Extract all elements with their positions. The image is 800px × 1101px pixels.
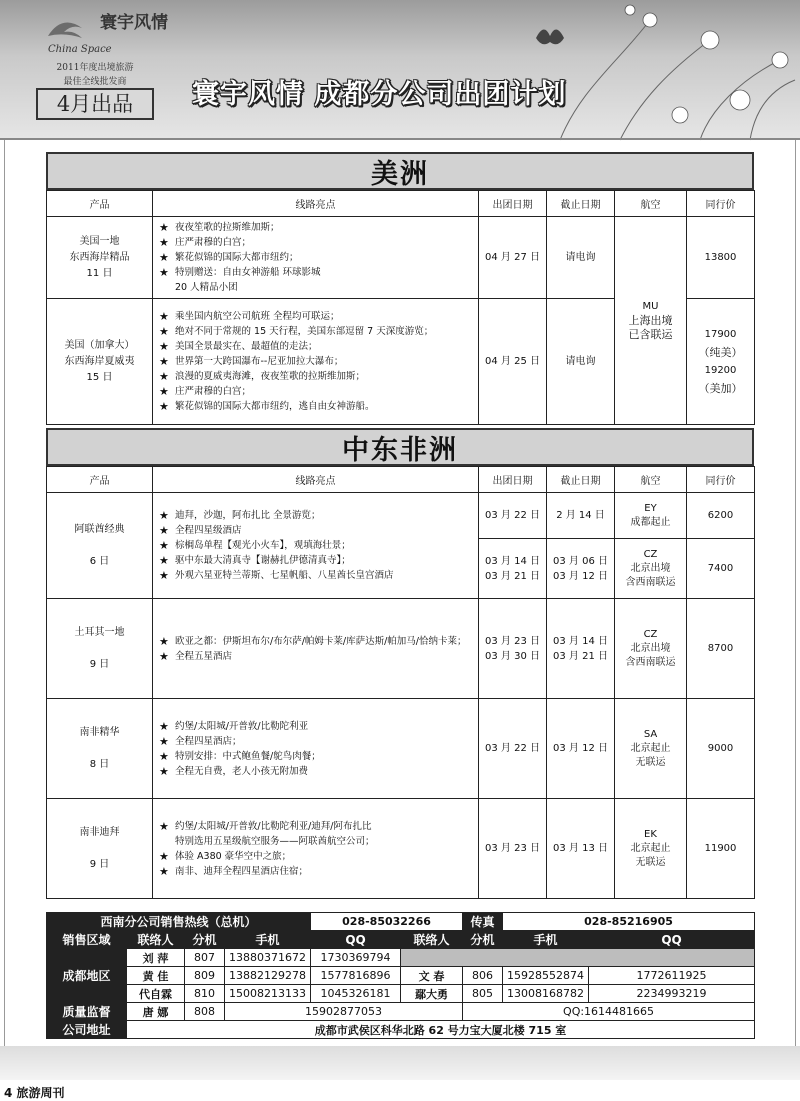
depart-date [479,539,547,599]
airline-code: EY [644,502,657,514]
price-cell: 6200 [687,493,755,539]
col-highlights: 线路亮点 [153,467,479,493]
table-row [47,217,755,299]
highlight-item: ★ 约堡/太阳城/开普敦/比勒陀利亚/迪拜/阿布扎比 [159,819,474,834]
highlight-item: ★ 庄严肃穆的白宫； [159,235,474,250]
deadline-date-1: 03 月 14 日 [553,635,608,647]
price-note: （美加） [698,381,743,395]
contact-mobile: 13880371672 [225,949,311,967]
product-days: 9 日 [89,658,110,670]
contact-ext: 809 [185,967,225,985]
highlight-item: ★ 乘坐国内航空公司航班 全程均可联运； [159,309,474,324]
contact-qq: 1045326181 [311,985,401,1003]
highlight-item: ★ 全程五星酒店 [159,649,474,664]
contact-mobile: 15008213133 [225,985,311,1003]
airline-cell [615,599,687,699]
table-header-row [47,467,755,493]
contact-name: 文 春 [401,967,463,985]
contact-name: 刘 萍 [127,949,185,967]
highlights-cell [153,493,479,599]
depart-date: 03 月 23 日 [479,799,547,899]
product-days: 15 日 [86,371,113,383]
product-name: 土耳其一地 [74,626,125,638]
highlight-item: ★ 驱中东最大清真寺【谢赫扎伊德清真寺】； [159,553,474,568]
highlight-item: ★ 迪拜，沙迦，阿布扎比 全景游览； [159,508,474,523]
airline-route: 北京出境 [630,562,671,574]
product-cell [47,699,153,799]
award-line-1: 2011年度出境旅游 [56,63,134,73]
col-ext: 分机 [185,931,225,949]
highlight-item: 特别选用五星级航空服务——阿联酋航空公司； [175,835,375,847]
highlights-cell [153,299,479,425]
region-label: 成都地区 [47,949,127,1003]
contact-name: 鄢大勇 [401,985,463,1003]
section-title-mideast: 中东非洲 [46,428,754,466]
col-deadline: 截止日期 [547,191,615,217]
product-cell [47,599,153,699]
highlight-item: ★ 美国全景最实在、最超值的走法； [159,339,474,354]
col-qq: QQ [311,931,401,949]
contact-qq: 2234993219 [589,985,755,1003]
airline-code: SA [643,728,658,740]
qc-mobile: 15902877053 [225,1003,463,1021]
col-mobile: 手机 [225,931,311,949]
qc-name: 唐 娜 [127,1003,185,1021]
highlight-item: ★ 世界第一大跨国瀑布--尼亚加拉大瀑布； [159,354,474,369]
table-row [47,799,755,899]
deadline-date: 请电询 [547,299,615,425]
contact-mobile: 13008168782 [503,985,589,1003]
depart-date: 03 月 22 日 [479,493,547,539]
address-row [47,1021,755,1039]
airline-note: 已含联运 [628,327,673,341]
col-contact: 联络人 [401,931,463,949]
airline-cell [615,699,687,799]
month-label: 4月出品 [36,88,154,120]
logo-english-text: China Space [48,44,112,55]
contact-ext: 810 [185,985,225,1003]
contact-table-block [46,912,754,1039]
section-title-americas: 美洲 [46,152,754,190]
table-row [47,493,755,539]
floral-decoration-icon [500,0,800,140]
col-price: 同行价 [687,467,755,493]
airline-cell [615,217,687,425]
airline-route: 成都起止 [630,516,671,528]
price-cell: 9000 [687,699,755,799]
contact-mobile: 13882129278 [225,967,311,985]
contact-qq: 1730369794 [311,949,401,967]
page-number: 4 旅游周刊 [4,1086,65,1100]
hotline-label: 西南分公司销售热线（总机） [47,913,311,931]
price-cell: 11900 [687,799,755,899]
depart-date: 04 月 27 日 [479,217,547,299]
col-mobile: 手机 [503,931,589,949]
depart-date-1: 03 月 14 日 [485,555,540,567]
deadline-date [547,539,615,599]
col-region: 销售区域 [47,931,127,949]
depart-date [479,599,547,699]
table-header-row [47,191,755,217]
contact-ext: 805 [463,985,503,1003]
highlight-item: ★ 外观六星亚特兰蒂斯、七星帆船、八星酋长皇宫酒店 [159,568,474,583]
col-qq: QQ [589,931,755,949]
highlight-item: ★ 浪漫的夏威夷海滩，夜夜笙歌的拉斯维加斯； [159,369,474,384]
col-product: 产品 [47,191,153,217]
deadline-date: 2 月 14 日 [547,493,615,539]
airline-route: 北京起止 [630,842,671,854]
quality-row [47,1003,755,1021]
depart-date-1: 03 月 23 日 [485,635,540,647]
highlight-item: ★ 南非、迪拜全程四星酒店住宿； [159,864,474,879]
price-value: 19200 [704,364,737,376]
page-footer-band [0,1046,800,1080]
product-subname: 东西海岸夏威夷 [64,355,135,367]
address-text: 成都市武侯区科华北路 62 号力宝大厦北楼 715 室 [127,1021,755,1039]
empty-cell [401,949,755,967]
airline-route: 北京出境 [630,642,671,654]
highlight-item: ★ 全程无自费，老人小孩无附加费 [159,764,474,779]
section-americas [46,152,754,425]
product-name: 美国（加拿大） [64,339,135,351]
airline-note: 含西南联运 [625,656,676,668]
contact-ext: 806 [463,967,503,985]
product-days: 8 日 [89,758,110,770]
airline-code: CZ [643,548,658,560]
product-name: 阿联酋经典 [74,523,125,535]
depart-date-2: 03 月 21 日 [485,570,540,582]
contact-table [46,912,755,1039]
airline-cell [615,799,687,899]
americas-table [46,190,755,425]
product-days: 11 日 [86,267,113,279]
airline-code: CZ [643,628,658,640]
price-value: 17900 [704,328,737,340]
contact-mobile: 15928552874 [503,967,589,985]
price-cell [687,299,755,425]
col-airline: 航空 [615,191,687,217]
highlight-item: ★ 特别赠送：自由女神游船 环球影城 [159,265,474,280]
contact-row [47,949,755,967]
highlight-item: ★ 夜夜笙歌的拉斯维加斯； [159,220,474,235]
highlight-item: ★ 全程四星酒店； [159,734,474,749]
airline-note: 无联运 [635,756,666,768]
product-name: 南非迪拜 [79,826,120,838]
deadline-date-2: 03 月 12 日 [553,570,608,582]
address-label: 公司地址 [47,1021,127,1039]
page-title: 寰宇风情 成都分公司出团计划 [192,79,567,110]
hotline-row [47,913,755,931]
highlight-item: ★ 欧亚之都：伊斯坦布尔/布尔萨/帕姆卡莱/库萨达斯/帕加马/恰纳卡莱； [159,634,474,649]
deadline-date-1: 03 月 06 日 [553,555,608,567]
contact-row [47,985,755,1003]
airline-route: 上海出境 [628,313,673,327]
fax-number: 028-85216905 [503,913,755,931]
col-depart: 出团日期 [479,191,547,217]
product-days: 6 日 [89,555,110,567]
highlights-cell [153,599,479,699]
product-cell [47,299,153,425]
section-mideast-africa [46,428,754,899]
contact-qq: 1577816896 [311,967,401,985]
hotline-number: 028-85032266 [311,913,463,931]
qc-label: 质量监督 [47,1003,127,1021]
col-deadline: 截止日期 [547,467,615,493]
highlight-item: ★ 约堡/太阳城/开普敦/比勒陀利亚 [159,719,474,734]
highlight-item: ★ 繁花似锦的国际大都市纽约，逃自由女神游船。 [159,399,474,414]
airline-note: 无联运 [635,856,666,868]
product-cell [47,493,153,599]
mideast-table [46,466,755,899]
highlight-item: ★ 特别安排：中式鲍鱼餐/鸵鸟肉餐； [159,749,474,764]
col-airline: 航空 [615,467,687,493]
highlight-item: ★ 棕榈岛单程【观光小火车】，观填海壮景； [159,538,474,553]
deadline-date: 03 月 13 日 [547,799,615,899]
product-days: 9 日 [89,858,110,870]
col-contact: 联络人 [127,931,185,949]
col-depart: 出团日期 [479,467,547,493]
price-cell: 13800 [687,217,755,299]
highlight-item: ★ 全程四星级酒店 [159,523,474,538]
contact-name: 黄 佳 [127,967,185,985]
highlight-item: ★ 绝对不同于常规的 15 天行程，美国东部逗留 7 天深度游览； [159,324,474,339]
logo-chinese-text: 寰宇风情 [100,13,168,33]
deadline-date-2: 03 月 21 日 [553,650,608,662]
highlight-item: 20 人精品小团 [175,282,238,293]
table-row [47,599,755,699]
product-name: 南非精华 [79,726,120,738]
fax-label: 传真 [463,913,503,931]
airline-code: MU [642,300,659,312]
product-cell [47,799,153,899]
col-highlights: 线路亮点 [153,191,479,217]
price-cell: 8700 [687,599,755,699]
airline-note: 含西南联运 [625,576,676,588]
contact-name: 代自霖 [127,985,185,1003]
depart-date-2: 03 月 30 日 [485,650,540,662]
highlight-item: ★ 庄严肃穆的白宫； [159,384,474,399]
deadline-date: 请电询 [547,217,615,299]
product-subname: 东西海岸精品 [69,251,130,263]
contact-ext: 807 [185,949,225,967]
airline-cell [615,539,687,599]
depart-date: 03 月 22 日 [479,699,547,799]
award-line-2: 最佳全线批发商 [63,77,127,87]
logo-emblem-icon [40,6,168,58]
airline-route: 北京起止 [630,742,671,754]
qc-ext: 808 [185,1003,225,1021]
highlights-cell [153,799,479,899]
table-row [47,699,755,799]
page-header [0,0,800,140]
qc-qq: QQ:1614481665 [463,1003,755,1021]
highlights-cell [153,699,479,799]
contact-header-row [47,931,755,949]
highlights-cell [153,217,479,299]
col-product: 产品 [47,467,153,493]
deadline-date [547,599,615,699]
price-cell: 7400 [687,539,755,599]
product-name: 美国一地 [79,235,120,247]
contact-row [47,967,755,985]
depart-date: 04 月 25 日 [479,299,547,425]
highlight-item: ★ 体验 A380 豪华空中之旅； [159,849,474,864]
col-price: 同行价 [687,191,755,217]
airline-code: EK [644,828,657,840]
highlight-item: ★ 繁花似锦的国际大都市纽约； [159,250,474,265]
col-ext: 分机 [463,931,503,949]
price-note: （纯美） [698,345,743,359]
deadline-date: 03 月 12 日 [547,699,615,799]
airline-cell [615,493,687,539]
product-cell [47,217,153,299]
contact-qq: 1772611925 [589,967,755,985]
